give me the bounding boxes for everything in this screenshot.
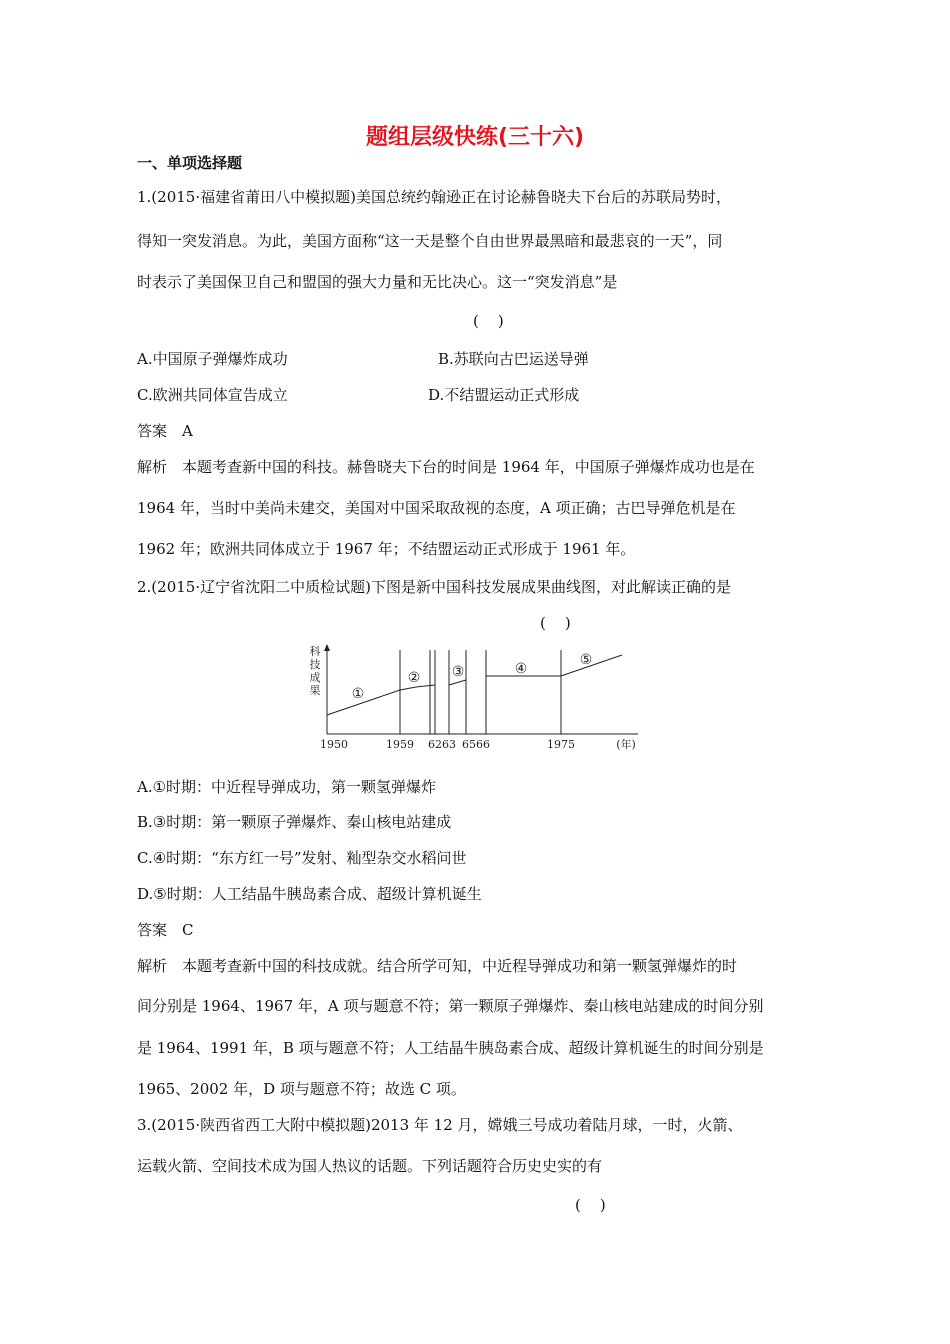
q1-stem-line-2: 得知一突发消息。为此，美国方面称“这一天是整个自由世界最黑暗和最悲哀的一天”，同 <box>137 232 723 250</box>
tech-development-chart <box>300 640 650 755</box>
section-heading: 一、单项选择题 <box>137 154 243 172</box>
q1-option-a: A.中国原子弹爆炸成功 <box>137 350 288 368</box>
q2-analysis-line-4: 1965、2002 年，D 项与题意不符；故选 C 项。 <box>137 1080 466 1098</box>
y-axis-label <box>310 644 321 697</box>
period-label: ⑤ <box>579 652 593 668</box>
q1-stem-line-1: 1.(2015·福建省莆田八中模拟题)美国总统约翰逊正在讨论赫鲁晓夫下台后的苏联局势时， <box>137 188 731 206</box>
q1-answer-blank: ( ) <box>473 312 504 330</box>
q2-option-d: D.⑤时期：人工结晶牛胰岛素合成、超级计算机诞生 <box>137 885 482 903</box>
q2-analysis-line-1: 解析 本题考查新中国的科技成就。结合所学可知，中近程导弹成功和第一颗氢弹爆炸的时 <box>137 957 738 975</box>
x-axis-unit: (年) <box>616 738 636 751</box>
q3-answer-blank: ( ) <box>575 1196 606 1214</box>
q1-option-b: B.苏联向古巴运送导弹 <box>438 350 589 368</box>
y-axis-label-char: 科 <box>309 645 321 658</box>
q2-answer-blank: ( ) <box>540 614 571 632</box>
x-tick-label: 6263 <box>428 738 456 751</box>
page-title: 题组层级快练(三十六) <box>365 125 585 150</box>
q1-option-c: C.欧洲共同体宣告成立 <box>137 386 288 404</box>
x-tick-label: 6566 <box>462 738 490 751</box>
q1-answer: 答案 A <box>137 422 193 440</box>
period-3-segment <box>449 680 466 685</box>
period-label: ③ <box>451 664 465 680</box>
period-label: ① <box>351 686 365 702</box>
q1-analysis-line-3: 1962 年；欧洲共同体成立于 1967 年；不结盟运动正式形成于 1961 年。 <box>137 540 636 558</box>
q3-stem-line-2: 运载火箭、空间技术成为国人热议的话题。下列话题符合历史史实的有 <box>137 1157 603 1175</box>
q2-analysis-line-2: 间分别是 1964、1967 年，A 项与题意不符；第一颗原子弹爆炸、秦山核电站建成的时间分别 <box>137 997 764 1015</box>
q2-answer: 答案 C <box>137 921 194 939</box>
x-tick-label: 1950 <box>320 738 348 751</box>
q1-analysis-line-2: 1964 年，当时中美尚未建交，美国对中国采取敌视的态度，A 项正确；古巴导弹危机是在 <box>137 499 736 517</box>
period-label: ④ <box>514 661 528 677</box>
q2-analysis-line-3: 是 1964、1991 年，B 项与题意不符；人工结晶牛胰岛素合成、超级计算机诞生的时间分别是 <box>137 1039 764 1057</box>
period-label: ② <box>407 670 421 686</box>
q2-option-c: C.④时期：“东方红一号”发射、籼型杂交水稻问世 <box>137 849 467 867</box>
y-axis-label-char: 成 <box>309 671 321 684</box>
y-axis-label-char: 果 <box>309 684 321 697</box>
q2-option-a: A.①时期：中近程导弹成功，第一颗氢弹爆炸 <box>137 778 437 796</box>
y-axis-arrow <box>324 644 330 651</box>
q1-option-d: D.不结盟运动正式形成 <box>428 386 580 404</box>
x-tick-label: 1959 <box>386 738 414 751</box>
q1-stem-line-3: 时表示了美国保卫自己和盟国的强大力量和无比决心。这一“突发消息”是 <box>137 273 618 291</box>
x-tick-label: 1975 <box>547 738 575 751</box>
q3-stem-line-1: 3.(2015·陕西省西工大附中模拟题)2013 年 12 月，嫦娥三号成功着陆月球，一时，火箭、 <box>137 1116 743 1134</box>
y-axis-label-char: 技 <box>309 658 321 671</box>
q2-option-b: B.③时期：第一颗原子弹爆炸、秦山核电站建成 <box>137 813 452 831</box>
q1-analysis-line-1: 解析 本题考查新中国的科技。赫鲁晓夫下台的时间是 1964 年，中国原子弹爆炸成功也是在 <box>137 458 755 476</box>
q2-stem-line: 2.(2015·辽宁省沈阳二中质检试题)下图是新中国科技发展成果曲线图，对此解读正确的是 <box>137 578 731 596</box>
